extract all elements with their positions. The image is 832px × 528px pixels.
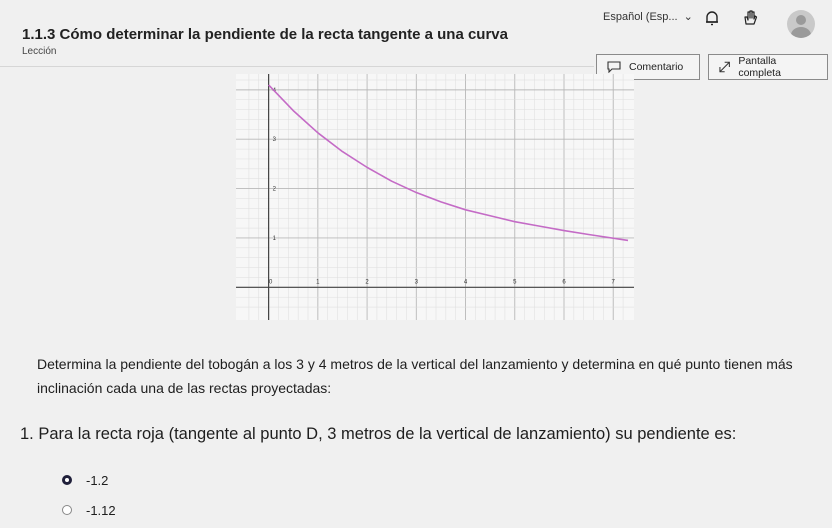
slope-graph: [236, 74, 634, 320]
radio-button[interactable]: [62, 505, 72, 515]
language-selector[interactable]: [603, 10, 693, 23]
x-tick-label: 2: [365, 279, 369, 286]
x-tick-label: 1: [316, 279, 320, 286]
radio-button-selected[interactable]: [62, 475, 72, 485]
comment-icon: [607, 61, 621, 73]
fullscreen-label: Pantalla completa: [738, 55, 781, 79]
comment-label: Comentario: [629, 61, 684, 73]
answer-option-label: -1.2: [86, 472, 109, 488]
lesson-label: Lección: [22, 46, 57, 57]
x-tick-label: 6: [562, 279, 566, 286]
fullscreen-button[interactable]: [708, 54, 828, 80]
answer-option-1[interactable]: [62, 470, 108, 490]
question-text: 1. Para la recta roja (tangente al punto D, 3 metros de la vertical de lanzamiento) su pendiente es:: [20, 425, 737, 443]
y-tick-label: 4: [272, 87, 276, 94]
page-title: 1.1.3 Cómo determinar la pendiente de la recta tangente a una curva: [22, 26, 508, 43]
answer-option-label: -1.12: [86, 502, 116, 518]
avatar-body: [791, 27, 811, 38]
x-tick-label: 7: [611, 279, 615, 286]
y-tick-label: 2: [272, 186, 276, 193]
y-tick-label: 3: [272, 137, 276, 144]
x-tick-label: 0: [268, 279, 273, 286]
y-tick-label: 1: [272, 235, 276, 242]
divider: [0, 66, 594, 67]
avatar[interactable]: [787, 10, 815, 38]
hand-icon[interactable]: [741, 8, 759, 26]
instructions-text: Determina la pendiente del tobogán a los 3 y 4 metros de la vertical del lanzamiento y determina en qué punto tienen más inclinación cada una de las rectas proyectadas:: [37, 356, 793, 396]
bell-icon[interactable]: [703, 9, 721, 27]
plot-background: [236, 74, 634, 320]
expand-icon: [719, 61, 730, 73]
answer-option-2[interactable]: [62, 500, 116, 520]
x-tick-label: 5: [513, 279, 517, 286]
language-label: Español (Esp...: [603, 10, 678, 23]
avatar-head: [796, 15, 806, 25]
x-tick-label: 4: [463, 279, 468, 286]
chevron-down-icon: ⌄: [683, 11, 693, 23]
x-tick-label: 3: [414, 279, 418, 286]
